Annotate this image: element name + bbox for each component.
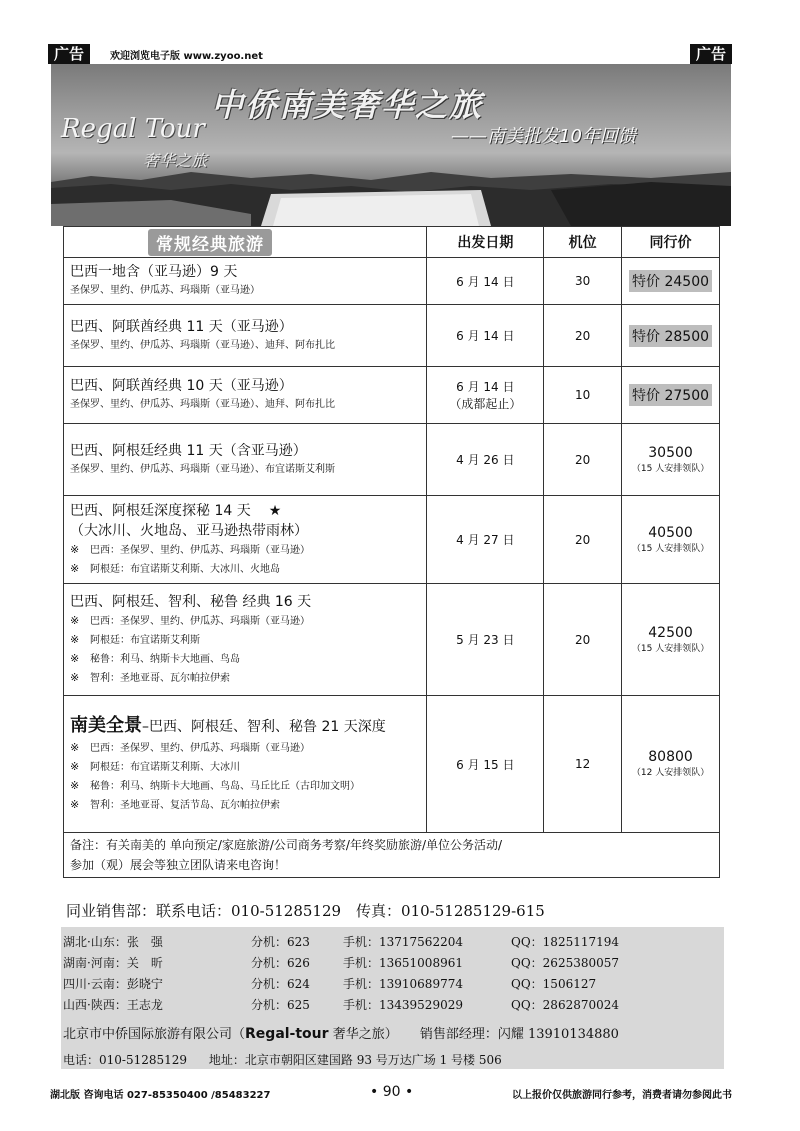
website-url[interactable]: 欢迎浏览电子版 www.zyoo.net [110, 51, 263, 62]
seat-count: 20 [544, 584, 622, 696]
reference-mark-icon: ※ [70, 561, 80, 575]
rep-region: 湖南·河南：关 昕 [63, 956, 163, 970]
note-line-2: 参加（观）展会等独立团队请来电咨询！ [70, 858, 287, 872]
reference-mark-icon: ※ [70, 670, 80, 684]
departure-date: 5 月 23 日 [427, 584, 544, 696]
seat-count: 30 [544, 258, 622, 305]
seat-count: 20 [544, 305, 622, 367]
departure-date-cell [427, 367, 544, 424]
company-name: 北京市中侨国际旅游有限公司（ [63, 1027, 246, 1042]
phone-address-line [63, 1051, 502, 1068]
route-subtitle: （大冰川、火地岛、亚马逊热带雨林） [70, 522, 308, 539]
tour-price: 80800 [648, 749, 693, 765]
banner-subtitle: ——南美批发10年回馈 [451, 126, 636, 147]
rep-extension: 分机：626 [251, 956, 310, 970]
ad-tag-left: 广告 [48, 44, 90, 64]
regal-tour-logo: Regal Tour [61, 114, 205, 144]
banner-title: 中侨南美奢华之旅 [211, 86, 484, 124]
footer-hotline: 湖北版 咨询电话 027-85350400 /85483227 [50, 1090, 271, 1101]
route-stops: 智利：圣地亚哥、瓦尔帕拉伊索 [90, 672, 230, 684]
rep-row [61, 975, 724, 993]
route-cell [64, 496, 427, 584]
route-stops-line [70, 739, 420, 758]
route-stops: 圣保罗、里约、伊瓜苏、玛瑙斯（亚马逊） [70, 285, 260, 296]
departure-date: 4 月 26 日 [427, 424, 544, 496]
rep-qq: QQ：1825117194 [511, 935, 620, 949]
table-row[interactable] [64, 367, 720, 424]
reference-mark-icon: ※ [70, 797, 80, 811]
route-cell [64, 305, 427, 367]
company-phone: 电话：010-51285129 [63, 1053, 188, 1067]
route-stops: 巴西：圣保罗、里约、伊瓜苏、玛瑙斯（亚马逊） [90, 615, 310, 627]
route-stops-line [70, 612, 420, 631]
route-stops-line [70, 669, 420, 688]
table-row[interactable] [64, 305, 720, 367]
page-number: • 90 • [370, 1084, 414, 1100]
reference-mark-icon: ※ [70, 740, 80, 754]
route-title: –巴西、阿根廷、智利、秘鲁 21 天深度 [142, 718, 386, 735]
table-row[interactable] [64, 584, 720, 696]
rep-row [61, 996, 724, 1014]
departure-date: 6 月 15 日 [427, 696, 544, 833]
departure-date: 4 月 27 日 [427, 496, 544, 584]
route-title: 巴西一地含（亚马逊）9 天 [70, 264, 238, 280]
route-cell [64, 696, 427, 833]
route-title-line [70, 714, 420, 739]
special-price: 特价 27500 [629, 384, 712, 406]
price-cell [622, 696, 720, 833]
departure-date: 6 月 14 日 [427, 258, 544, 305]
departure-date: 6 月 14 日 [427, 305, 544, 367]
route-stops: 阿根廷：布宜诺斯艾利斯 [90, 634, 200, 646]
footer-disclaimer: 以上报价仅供旅游同行参考，消费者请勿参阅此书 [512, 1090, 732, 1101]
contact-box [61, 927, 724, 1069]
table-header-row [64, 227, 720, 258]
seat-count: 10 [544, 367, 622, 424]
route-cell [64, 584, 427, 696]
brand-name: Regal-tour [245, 1026, 329, 1042]
rep-row [61, 954, 724, 972]
reference-mark-icon: ※ [70, 651, 80, 665]
reference-mark-icon: ※ [70, 778, 80, 792]
top-bar [48, 44, 732, 64]
rep-qq: QQ：2862870024 [511, 998, 620, 1012]
sales-manager: 销售部经理：闪耀 13910134880 [419, 1027, 619, 1042]
star-icon: ★ [268, 502, 282, 519]
route-stops: 圣保罗、里约、伊瓜苏、玛瑙斯（亚马逊）、迪拜、阿布扎比 [70, 399, 335, 410]
route-stops: 圣保罗、里约、伊瓜苏、玛瑙斯（亚马逊）、迪拜、阿布扎比 [70, 339, 335, 351]
rep-region: 湖北·山东：张 强 [63, 935, 163, 949]
reference-mark-icon: ※ [70, 542, 80, 556]
rep-mobile: 手机：13910689774 [343, 977, 463, 991]
route-stops-line [70, 650, 420, 669]
route-stops: 阿根廷：布宜诺斯艾利斯、大冰川 [90, 761, 240, 773]
route-title: 巴西、阿根廷深度探秘 14 天 [70, 502, 251, 519]
rep-extension: 分机：624 [251, 977, 310, 991]
note-row [64, 833, 720, 878]
route-title-highlight: 南美全景 [70, 714, 142, 736]
ad-tag-right: 广告 [690, 44, 732, 64]
tour-price-table [63, 226, 720, 878]
route-title-line [70, 501, 420, 521]
rep-region: 山西·陕西：王志龙 [63, 998, 163, 1012]
header-price: 同行价 [622, 227, 720, 258]
rep-mobile: 手机：13439529029 [343, 998, 463, 1012]
banner-image [51, 64, 731, 226]
departure-date: 6 月 14 日 [456, 380, 515, 394]
route-title: 巴西、阿根廷经典 11 天（含亚马逊） [70, 442, 307, 459]
rep-qq: QQ：1506127 [511, 977, 597, 991]
price-cell [622, 305, 720, 367]
route-stops-line [70, 541, 420, 560]
note-cell [64, 833, 720, 878]
table-row[interactable] [64, 258, 720, 305]
route-stops: 秘鲁：利马、纳斯卡大地画、鸟岛 [90, 653, 240, 665]
rep-region: 四川·云南：彭晓宁 [63, 977, 163, 991]
route-stops: 智利：圣地亚哥、复活节岛、瓦尔帕拉伊索 [90, 799, 280, 811]
route-stops: 圣保罗、里约、伊瓜苏、玛瑙斯（亚马逊）、布宜诺斯艾利斯 [70, 463, 335, 475]
reference-mark-icon: ※ [70, 613, 80, 627]
departure-city-note: （成都起止） [449, 397, 522, 411]
rep-mobile: 手机：13651008961 [343, 956, 463, 970]
route-stops-line [70, 796, 420, 815]
special-price: 特价 28500 [629, 325, 712, 347]
price-cell [622, 258, 720, 305]
route-stops-line [70, 777, 420, 796]
route-stops: 巴西：圣保罗、里约、伊瓜苏、玛瑙斯（亚马逊） [90, 544, 310, 556]
guide-note: （15 人安排领队） [631, 643, 710, 654]
tour-price: 30500 [648, 444, 693, 461]
reference-mark-icon: ※ [70, 632, 80, 646]
reference-mark-icon: ※ [70, 759, 80, 773]
tour-price: 40500 [648, 524, 693, 541]
route-stops-line [70, 560, 420, 579]
route-stops: 阿根廷：布宜诺斯艾利斯、大冰川、火地岛 [90, 563, 280, 575]
table-row[interactable] [64, 424, 720, 496]
route-title: 巴西、阿联酋经典 10 天（亚马逊） [70, 378, 293, 394]
price-cell [622, 424, 720, 496]
rep-qq: QQ：2625380057 [511, 956, 620, 970]
logo-subtitle: 奢华之旅 [143, 151, 208, 170]
header-date: 出发日期 [427, 227, 544, 258]
route-stops-line [70, 758, 420, 777]
rep-extension: 分机：623 [251, 935, 310, 949]
rep-mobile: 手机：13717562204 [343, 935, 463, 949]
table-row[interactable] [64, 696, 720, 833]
company-line [63, 1023, 619, 1042]
price-cell [622, 496, 720, 584]
price-cell [622, 584, 720, 696]
brand-chinese: 奢华之旅） [328, 1027, 398, 1042]
rep-extension: 分机：625 [251, 998, 310, 1012]
route-stops: 巴西：圣保罗、里约、伊瓜苏、玛瑙斯（亚马逊） [90, 742, 310, 754]
price-cell [622, 367, 720, 424]
route-title: 巴西、阿根廷、智利、秘鲁 经典 16 天 [70, 593, 312, 610]
route-cell [64, 258, 427, 305]
header-seats: 机位 [544, 227, 622, 258]
sales-contact-title: 同业销售部：联系电话：010-51285129 传真：010-51285129-615 [66, 902, 545, 920]
table-row[interactable] [64, 496, 720, 584]
rep-row [61, 933, 724, 951]
guide-note: （15 人安排领队） [631, 463, 710, 474]
seat-count: 20 [544, 496, 622, 584]
page-footer [48, 1084, 732, 1102]
special-price: 特价 24500 [629, 270, 712, 292]
seat-count: 20 [544, 424, 622, 496]
company-address: 地址：北京市朝阳区建国路 93 号万达广场 1 号楼 506 [208, 1053, 502, 1067]
route-stops-line [70, 631, 420, 650]
guide-note: （12 人安排领队） [631, 768, 710, 778]
route-stops: 秘鲁：利马、纳斯卡大地画、鸟岛、马丘比丘（古印加文明） [90, 780, 360, 792]
guide-note: （15 人安排领队） [631, 543, 710, 554]
route-title: 巴西、阿联酋经典 11 天（亚马逊） [70, 318, 293, 335]
route-cell [64, 424, 427, 496]
note-line-1: 备注：有关南美的 单向预定/家庭旅游/公司商务考察/年终奖励旅游/单位公务活动/ [70, 838, 503, 852]
seat-count: 12 [544, 696, 622, 833]
route-cell [64, 367, 427, 424]
header-category: 常规经典旅游 [64, 227, 427, 258]
tour-price: 42500 [648, 624, 693, 641]
